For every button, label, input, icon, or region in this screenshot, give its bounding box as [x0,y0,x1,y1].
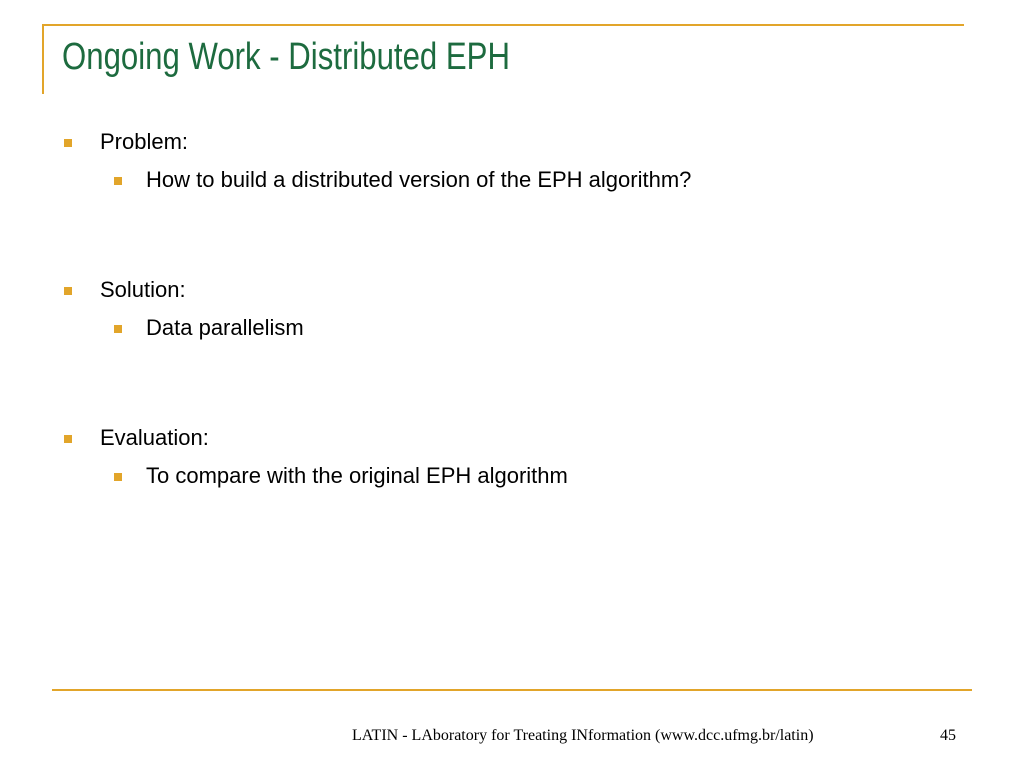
top-border-line [42,24,964,26]
bullet-heading: Solution: [100,277,186,302]
square-bullet-icon [114,473,122,481]
bullet-heading: Problem: [100,129,189,154]
square-bullet-icon [64,287,72,295]
bullet-item-problem [62,128,962,158]
sub-bullet-text: Data parallelism [146,315,304,340]
slide-title: Ongoing Work - Distributed EPH [62,36,510,78]
square-bullet-icon [64,435,72,443]
sub-bullet-item-solution [62,314,962,344]
square-bullet-icon [64,139,72,147]
section-solution [62,276,962,344]
sub-bullet-text: To compare with the original EPH algorithm [146,463,568,488]
sub-bullet-item-evaluation [62,462,962,492]
bullet-heading: Evaluation: [100,425,209,450]
bottom-divider-line [52,689,972,691]
section-problem [62,128,962,196]
left-border-line [42,24,44,94]
page-number: 45 [940,727,956,744]
sub-bullet-text: How to build a distributed version of the EPH algorithm? [146,167,692,192]
square-bullet-icon [114,325,122,333]
square-bullet-icon [114,177,122,185]
footer-text: LATIN - LAboratory for Treating INformation (www.dcc.ufmg.br/latin) [352,727,814,744]
bullet-item-evaluation [62,424,962,454]
bullet-item-solution [62,276,962,306]
sub-bullet-item-problem [62,166,962,196]
section-evaluation [62,424,962,492]
